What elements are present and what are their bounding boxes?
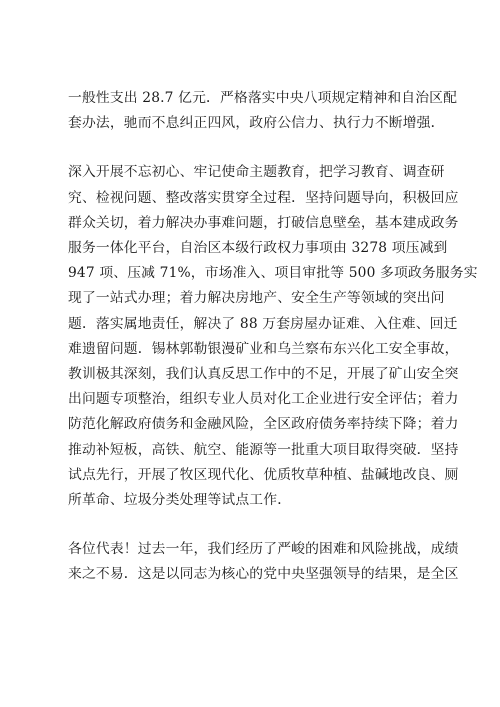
paragraph-3: [68, 537, 459, 587]
text-line: 难遗留问题．锡林郭勒银漫矿业和乌兰察布东兴化工安全事故，: [68, 340, 459, 357]
text-line: 服务一体化平台，自治区本级行政权力事项由 3278 项压减到: [68, 240, 448, 257]
paragraph-2: [68, 160, 478, 513]
text-line: 947 项、压减 71%，市场准入、项目审批等 500 多项政务服务实: [68, 265, 478, 282]
text-line: 来之不易．这是以同志为核心的党中央坚强领导的结果，是全区: [68, 566, 459, 583]
text-line: 现了一站式办理；着力解决房地产、安全生产等领域的突出问: [68, 290, 445, 307]
text-line: 所革命、垃圾分类处理等试点工作．: [68, 492, 292, 509]
text-line: 究、检视问题、整改落实贯穿全过程．坚持问题导向，积极回应: [68, 189, 459, 206]
paragraph-1: [68, 86, 458, 136]
text-line: 防范化解政府债务和金融风险，全区政府债务率持续下降；着力: [68, 416, 459, 433]
text-line: 深入开展不忘初心、牢记使命主题教育，把学习教育、调查研: [68, 164, 445, 181]
document-body: [68, 86, 478, 588]
text-line: 教训极其深刻，我们认真反思工作中的不足，开展了矿山安全突: [68, 366, 459, 383]
text-line: 各位代表！过去一年，我们经历了严峻的困难和风险挑战，成绩: [68, 541, 459, 558]
text-line: 题．落实属地责任，解决了 88 万套房屋办证难、入住难、回迁: [68, 315, 458, 332]
text-line: 套办法，驰而不息纠正四风，政府公信力、执行力不断增强．: [68, 115, 445, 132]
text-line: 出问题专项整治，组织专业人员对化工企业进行安全评估；着力: [68, 391, 459, 408]
text-line: 试点先行，开展了牧区现代化、优质牧草种植、盐碱地改良、厕: [68, 466, 459, 483]
text-line: 群众关切，着力解决办事难问题，打破信息壁垒，基本建成政务: [68, 214, 459, 231]
text-line: 推动补短板，高铁、航空、能源等一批重大项目取得突破．坚持: [68, 441, 459, 458]
text-line: 一般性支出 28.7 亿元．严格落实中央八项规定精神和自治区配: [68, 90, 458, 106]
